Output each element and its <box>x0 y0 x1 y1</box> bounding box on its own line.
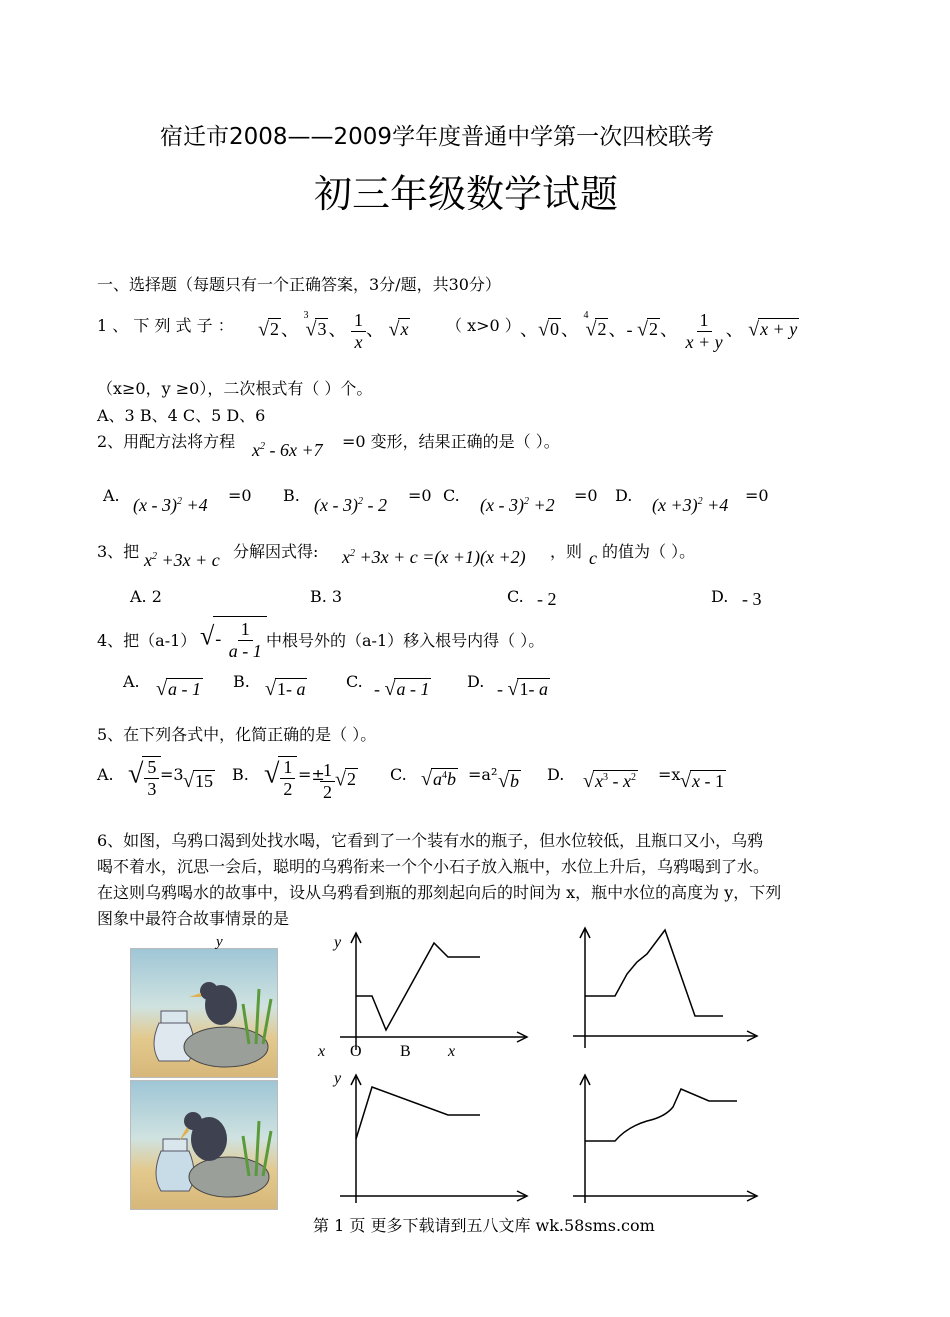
q4-radical: √- $\frac{1}{a - 1}$ <box>200 616 267 661</box>
graph-d <box>565 1065 765 1205</box>
q5-option-b-eq: =± <box>298 765 325 784</box>
q5-option-c-label: C. <box>390 765 407 784</box>
q1-prefix: 1 、 下 列 式 子 ： <box>97 316 234 335</box>
q3-option-d-label: D. <box>711 587 729 606</box>
q3-suffix: 的值为（ ）。 <box>602 542 696 561</box>
graph-a-y-label: y <box>334 934 342 951</box>
q5-option-d-label: D. <box>547 765 565 784</box>
graph-a-b-label: B <box>400 1043 411 1060</box>
graph-a-x-label: x <box>448 1043 456 1060</box>
q2-option-a: (x - 3)$^2$ +4 <box>133 495 208 515</box>
q3-option-d-value: - 3 <box>742 589 762 609</box>
q1-tail: （x≥0，y ≥0），二次根式有（ ）个。 <box>97 379 373 398</box>
q2-option-d: $(x +3)^2 +4$ <box>652 495 729 515</box>
q5-option-a-label: A. <box>97 765 114 784</box>
crow-picture-1 <box>130 948 278 1078</box>
q3-option-b: B. 3 <box>310 587 343 606</box>
q3-prefix: 3、把 <box>97 542 140 561</box>
graph-a-origin-label: O <box>350 1043 362 1060</box>
graph-a <box>310 925 530 1065</box>
exam-subtitle: 初三年级数学试题 <box>314 172 619 216</box>
graph-b <box>565 922 765 1052</box>
q5-option-c-lhs: $√a^4b$ <box>421 768 456 790</box>
q4-option-c: - √a - 1 <box>374 678 430 700</box>
q3-mid: 分解因式得: <box>233 542 319 561</box>
q5-option-b-label: B. <box>232 765 249 784</box>
q3-factored: $x^2 +3x + c =(x +1)(x +2)$ <box>342 547 526 567</box>
q5-option-a-rhs: √15 <box>183 770 213 792</box>
q3-then: ，则 <box>550 542 583 561</box>
q2-option-a-eq: =0 <box>228 486 252 505</box>
graph-a-curve <box>356 943 480 1030</box>
q3-option-a: A. 2 <box>130 587 162 606</box>
graph-c-y-label: y <box>334 1070 342 1087</box>
q3-polynomial: $x^2 +3x + c$ <box>144 550 220 570</box>
q1-options: A、3 B、4 C、5 D、6 <box>97 406 266 425</box>
q6-line-1: 6、如图，乌鸦口渴到处找水喝，它看到了一个装有水的瓶子，但水位较低，且瓶口又小，乌鸦 <box>97 831 764 850</box>
q5-option-d-lhs: $√x^3 - x^2$ <box>583 770 636 792</box>
graph-d-curve <box>585 1089 737 1141</box>
q4-option-b: √1- a <box>265 678 306 700</box>
q2-equation: $x^2 - 6x +7$ <box>252 440 323 460</box>
q4-option-a: √a - 1 <box>156 678 201 700</box>
q5-option-d-rhs: √x - 1 <box>680 770 724 792</box>
q5-prefix: 5、在下列各式中，化简正确的是（ ）。 <box>97 725 377 744</box>
q2-option-c: (x - 3)$^2$ +2 <box>480 495 555 515</box>
q3-option-c-label: C. <box>507 587 524 606</box>
graph-c-curve <box>356 1087 480 1139</box>
graph-b-curve <box>585 930 723 1016</box>
q2-option-b: (x - 3)$^2$ - 2 <box>314 495 387 515</box>
page-footer: 第 1 页 更多下载请到五八文库 wk.58sms.com <box>313 1216 655 1235</box>
graph-a-x-label-left: x <box>318 1043 326 1060</box>
q2-option-a-label: A. <box>103 486 120 505</box>
section-heading: 一、选择题（每题只有一个正确答案，3分/题，共30分） <box>97 275 501 294</box>
exam-title: 宿迁市2008——2009学年度普通中学第一次四校联考 <box>160 124 715 150</box>
q4-option-a-label: A. <box>123 672 140 691</box>
q2-option-c-eq: =0 <box>574 486 598 505</box>
q5-option-c-eq: =a² <box>468 765 498 784</box>
q5-option-c-rhs: √b <box>498 770 519 792</box>
q4-option-c-label: C. <box>346 672 363 691</box>
q4-suffix: 中根号外的（a-1）移入根号内得（ ）。 <box>266 631 545 650</box>
q5-option-a-lhs: √ $\frac{5}{3}$ <box>128 756 161 799</box>
q2-option-d-label: D. <box>615 486 633 505</box>
q1-expressions: √2 、 $^3$√3 、 $\frac{1}{x}$ 、 √x <box>258 310 409 352</box>
q5-option-b-lhs: √ $\frac{1}{2}$ <box>264 756 297 799</box>
q5-option-b-rhs: $\frac{1}{2}$ √2 <box>320 760 358 802</box>
crow-picture-2 <box>130 1080 278 1210</box>
q2-suffix: =0 变形，结果正确的是（ ）。 <box>342 432 560 451</box>
q4-option-b-label: B. <box>233 672 250 691</box>
picture-y-label: y <box>216 934 223 950</box>
q1-cond: （ x>0 ） <box>446 316 521 335</box>
q6-line-4: 图象中最符合故事情景的是 <box>97 909 290 928</box>
q5-option-a-eq: =3 <box>160 765 184 784</box>
q2-option-d-eq: =0 <box>745 486 769 505</box>
q4-option-d-label: D. <box>467 672 485 691</box>
q2-option-b-label: B. <box>283 486 300 505</box>
q3-c: c <box>589 548 597 568</box>
q3-option-c-value: - 2 <box>537 589 557 609</box>
q2-prefix: 2、用配方法将方程 <box>97 432 236 451</box>
q2-option-c-label: C. <box>443 486 460 505</box>
q6-line-2: 喝不着水，沉思一会后，聪明的乌鸦衔来一个个小石子放入瓶中，水位上升后，乌鸦喝到了水。 <box>97 857 770 876</box>
q1-expressions-2: 、√0 、 $^4$√2 、- √2 、 $\frac{1}{x + y}$ 、 √x + y <box>520 310 798 352</box>
q4-prefix: 4、把（a-1） <box>97 631 197 650</box>
q5-option-d-eq: =x <box>658 765 681 784</box>
q4-option-d: - √1- a <box>497 678 548 700</box>
graph-c <box>310 1065 530 1205</box>
q2-option-b-eq: =0 <box>408 486 432 505</box>
q6-line-3: 在这则乌鸦喝水的故事中，设从乌鸦看到瓶的那刻起向后的时间为 x，瓶中水位的高度为 y，下列 <box>97 883 782 902</box>
